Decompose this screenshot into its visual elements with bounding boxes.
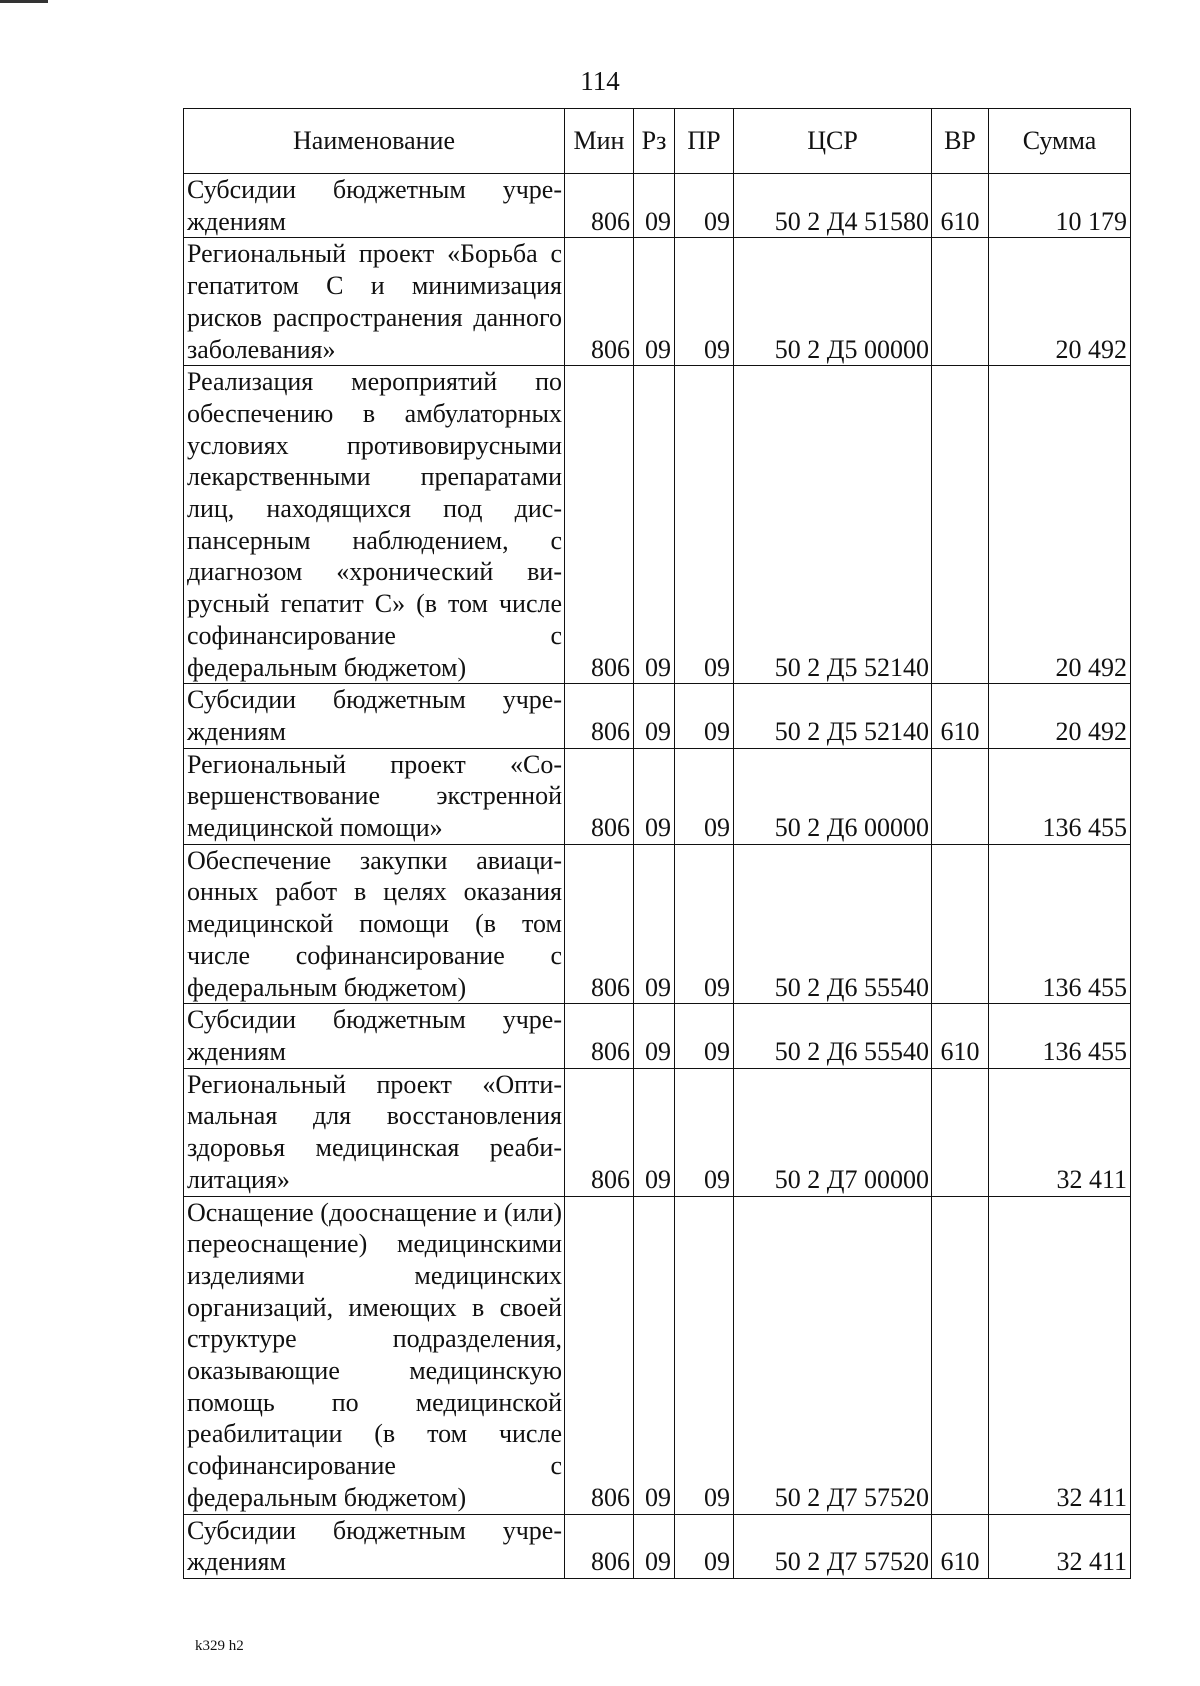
cell-sum: 10 179	[989, 174, 1131, 238]
cell-sum: 20 492	[989, 684, 1131, 748]
cell-vr	[932, 1196, 989, 1514]
cell-csr: 50 2 Д5 00000	[734, 238, 932, 366]
cell-pr: 09	[675, 174, 734, 238]
cell-rz: 09	[634, 174, 675, 238]
cell-sum: 136 455	[989, 748, 1131, 844]
budget-table	[183, 108, 1131, 1579]
cell-csr: 50 2 Д6 00000	[734, 748, 932, 844]
cell-name: Региональный проект «Борьба с гепатитом С и минимизация рисков распространения данного заболевания»	[184, 238, 565, 366]
table-row	[184, 1514, 1131, 1578]
cell-min: 806	[565, 238, 634, 366]
cell-vr: 610	[932, 684, 989, 748]
cell-rz: 09	[634, 1068, 675, 1196]
footer-code: k329 h2	[195, 1638, 244, 1654]
cell-vr	[932, 1068, 989, 1196]
cell-name: Реализация мероприятий по обеспечению в амбулаторных условиях противовирусными лекарственными препаратами лиц, находящихся под диспансерным наблюдением, с диагнозом «хронический вирусный гепатит С» (в том числе софинансирование с федеральным бюджетом)	[184, 366, 565, 684]
table-row	[184, 748, 1131, 844]
cell-min: 806	[565, 748, 634, 844]
cell-sum: 32 411	[989, 1514, 1131, 1578]
cell-min: 806	[565, 1068, 634, 1196]
cell-name: Обеспечение закупки авиационных работ в целях оказания медицинской помощи (в том числе софинансирование с федеральным бюджетом)	[184, 844, 565, 1004]
table-row	[184, 174, 1131, 238]
cell-pr: 09	[675, 1196, 734, 1514]
cell-vr	[932, 238, 989, 366]
table-row	[184, 366, 1131, 684]
table-row	[184, 684, 1131, 748]
cell-vr: 610	[932, 1004, 989, 1068]
cell-sum: 32 411	[989, 1068, 1131, 1196]
table-row	[184, 844, 1131, 1004]
cell-csr: 50 2 Д7 57520	[734, 1514, 932, 1578]
cell-name: Оснащение (дооснащение и (или) переоснащение) медицинскими изделиями медицинских организаций, имеющих в своей структуре подразделения, оказывающие медицинскую помощь по медицинской реабилитации (в том числе софинансирование с федеральным бюджетом)	[184, 1196, 565, 1514]
cell-name: Субсидии бюджетным учреждениям	[184, 1004, 565, 1068]
cell-sum: 20 492	[989, 238, 1131, 366]
header-pr: ПР	[675, 109, 734, 174]
cell-csr: 50 2 Д6 55540	[734, 1004, 932, 1068]
cell-pr: 09	[675, 1004, 734, 1068]
header-csr: ЦСР	[734, 109, 932, 174]
cell-vr	[932, 366, 989, 684]
cell-pr: 09	[675, 684, 734, 748]
cell-min: 806	[565, 844, 634, 1004]
cell-rz: 09	[634, 844, 675, 1004]
table-row	[184, 1196, 1131, 1514]
cell-pr: 09	[675, 1514, 734, 1578]
cell-vr	[932, 748, 989, 844]
header-name: Наименование	[184, 109, 565, 174]
cell-min: 806	[565, 1514, 634, 1578]
cell-name: Субсидии бюджетным учреждениям	[184, 174, 565, 238]
cell-csr: 50 2 Д7 00000	[734, 1068, 932, 1196]
cell-name: Региональный проект «Оптимальная для восстановления здоровья медицинская реабилитация»	[184, 1068, 565, 1196]
cell-sum: 136 455	[989, 1004, 1131, 1068]
cell-name: Субсидии бюджетным учреждениям	[184, 1514, 565, 1578]
cell-sum: 32 411	[989, 1196, 1131, 1514]
cell-sum: 136 455	[989, 844, 1131, 1004]
table-row	[184, 1004, 1131, 1068]
cell-pr: 09	[675, 1068, 734, 1196]
cell-min: 806	[565, 174, 634, 238]
cell-name: Субсидии бюджетным учреждениям	[184, 684, 565, 748]
cell-vr	[932, 844, 989, 1004]
cell-pr: 09	[675, 748, 734, 844]
table-header-row	[184, 109, 1131, 174]
cell-sum: 20 492	[989, 366, 1131, 684]
page-number: 114	[580, 66, 620, 96]
cell-name: Региональный проект «Совершенствование экстренной медицинской помощи»	[184, 748, 565, 844]
cell-rz: 09	[634, 1514, 675, 1578]
cell-csr: 50 2 Д6 55540	[734, 844, 932, 1004]
cell-rz: 09	[634, 238, 675, 366]
header-rz: Рз	[634, 109, 675, 174]
cell-rz: 09	[634, 1004, 675, 1068]
cell-rz: 09	[634, 1196, 675, 1514]
cell-pr: 09	[675, 844, 734, 1004]
cell-vr: 610	[932, 1514, 989, 1578]
header-vr: ВР	[932, 109, 989, 174]
cell-min: 806	[565, 684, 634, 748]
cell-rz: 09	[634, 366, 675, 684]
header-sum: Сумма	[989, 109, 1131, 174]
cell-rz: 09	[634, 748, 675, 844]
cell-csr: 50 2 Д5 52140	[734, 366, 932, 684]
cell-min: 806	[565, 1004, 634, 1068]
header-min: Мин	[565, 109, 634, 174]
cell-pr: 09	[675, 366, 734, 684]
table-row	[184, 238, 1131, 366]
cell-csr: 50 2 Д7 57520	[734, 1196, 932, 1514]
cell-min: 806	[565, 1196, 634, 1514]
cell-csr: 50 2 Д4 51580	[734, 174, 932, 238]
cell-csr: 50 2 Д5 52140	[734, 684, 932, 748]
cell-rz: 09	[634, 684, 675, 748]
table-row	[184, 1068, 1131, 1196]
cell-min: 806	[565, 366, 634, 684]
cell-pr: 09	[675, 238, 734, 366]
cell-vr: 610	[932, 174, 989, 238]
scan-edge-mark	[0, 0, 48, 3]
